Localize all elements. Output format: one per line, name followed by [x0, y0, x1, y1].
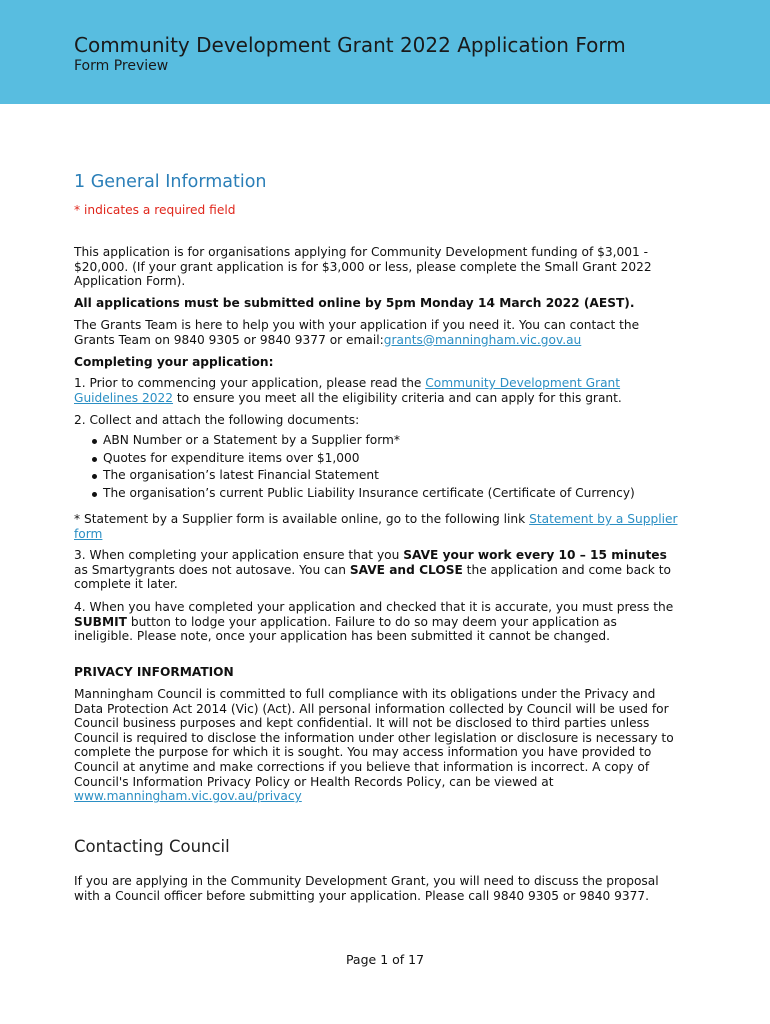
bullet-icon — [92, 457, 97, 462]
statement-text: * Statement by a Supplier form is available online, go to the following link — [74, 512, 530, 526]
list-item: The organisation’s latest Financial Statement — [74, 467, 678, 485]
step-4: 4. When you have completed your application and checked that it is accurate, you must press the SUBMIT button to lodge your application. Failure to do so may deem your application as ineligible. Please note, once your application has been submitted it cannot be changed. — [74, 600, 674, 644]
section-heading-general-information: 1 General Information — [74, 172, 267, 192]
help-paragraph — [74, 318, 678, 347]
required-field-note: * indicates a required field — [74, 203, 236, 217]
statement-note — [74, 512, 678, 541]
bullet-icon — [92, 439, 97, 444]
page-number: Page 1 of 17 — [345, 952, 425, 967]
bullet-icon — [92, 474, 97, 479]
privacy-paragraph: Manningham Council is committed to full compliance with its obligations under the Privacy and Data Protection Act 2014 (Vic) (Act). All personal information collected by Council will be used for Council business purposes and kept confidential. It will not be disclosed to third parties unless Council is required to disclose the information under other legislation or disclosure is necessary to complete the purpose for which it is sought. You may access information you have provided to Council at anytime and make corrections if you believe that information is incorrect. A copy of Council's Information Privacy Policy or Health Records Policy, can be viewed at www.manningham.vic.gov.au/privacy — [74, 687, 674, 804]
header-banner — [0, 0, 770, 104]
form-title: Community Development Grant 2022 Application Form — [74, 33, 626, 57]
step-1-text: 1. Prior to commencing your application, please read the — [74, 376, 426, 390]
list-item: ABN Number or a Statement by a Supplier form* — [74, 432, 678, 450]
list-item: Quotes for expenditure items over $1,000 — [74, 450, 678, 468]
step-3: 3. When completing your application ensure that you SAVE your work every 10 – 15 minutes as Smartygrants does not autosave. You can SAVE and CLOSE the application and come back to complete it later. — [74, 548, 671, 592]
step-1 — [74, 376, 678, 405]
help-text: The Grants Team is here to help you with your application if you need it. You can contact the Grants Team on 9840 9305 or 9840 9377 or email: — [74, 318, 640, 347]
save-close-emphasis: SAVE and CLOSE — [349, 562, 463, 577]
step-1-text-end: to ensure you meet all the eligibility criteria and can apply for this grant. — [173, 390, 622, 405]
bullet-icon — [92, 492, 97, 497]
step-2: 2. Collect and attach the following documents: — [74, 413, 360, 427]
statement-supplier-link[interactable]: Statement by a Supplier form — [74, 512, 678, 541]
completing-heading: Completing your application: — [74, 355, 274, 369]
save-work-emphasis: SAVE your work every 10 – 15 minutes — [403, 548, 667, 562]
grants-email-link[interactable]: grants@manningham.vic.gov.au — [383, 332, 582, 347]
contacting-council-heading: Contacting Council — [74, 837, 230, 856]
privacy-heading: PRIVACY INFORMATION — [74, 665, 234, 679]
form-subtitle: Form Preview — [74, 58, 169, 74]
contacting-council-paragraph: If you are applying in the Community Development Grant, you will need to discuss the proposal with a Council officer before submitting your application. Please call 9840 9305 or 9840 9377. — [74, 874, 659, 903]
documents-list — [74, 432, 678, 502]
guidelines-link[interactable]: Community Development Grant Guidelines 2022 — [74, 376, 621, 405]
list-item: The organisation’s current Public Liability Insurance certificate (Certificate of Currency) — [74, 485, 678, 503]
intro-paragraph: This application is for organisations applying for Community Development funding of $3,001 - $20,000. (If your grant application is for $3,000 or less, please complete the Small Grant 2022 Application Form). — [74, 245, 652, 289]
privacy-policy-link[interactable]: www.manningham.vic.gov.au/privacy — [74, 789, 302, 804]
submit-emphasis: SUBMIT — [74, 614, 127, 629]
deadline-notice: All applications must be submitted online by 5pm Monday 14 March 2022 (AEST). — [74, 296, 635, 310]
